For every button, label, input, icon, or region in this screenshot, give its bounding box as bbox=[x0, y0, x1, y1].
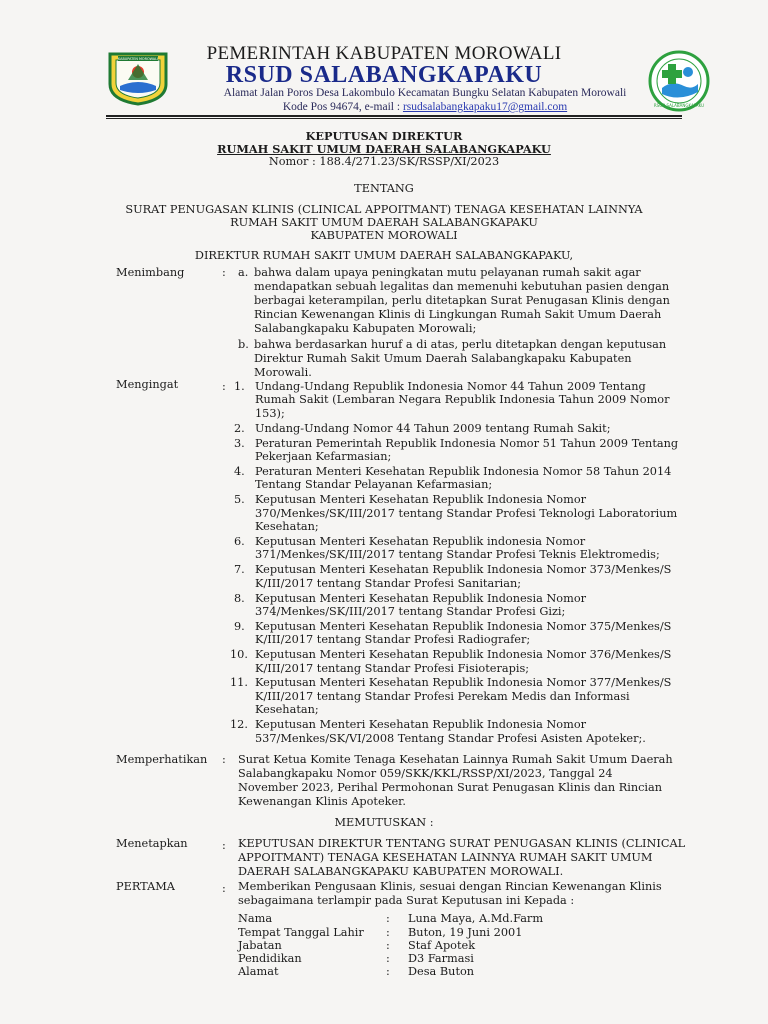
menetapkan-colon: : bbox=[222, 839, 226, 852]
header-government-name: PEMERINTAH KABUPATEN MOROWALI bbox=[206, 43, 562, 64]
field-label: Jabatan bbox=[238, 939, 282, 952]
memperhatikan-line: Kewenangan Klinis Apoteker. bbox=[238, 795, 406, 808]
field-colon: : bbox=[386, 926, 390, 939]
field-value: Staf Apotek bbox=[408, 939, 476, 952]
field-value: D3 Farmasi bbox=[408, 952, 474, 965]
mengingat-item-line: K/III/2017 tentang Standar Profesi Sanitarian; bbox=[255, 576, 522, 590]
menimbang-a-line: Rincian Kewenangan Klinis di Lingkungan Rumah Sakit Umum Daerah bbox=[254, 308, 662, 321]
field-label: Tempat Tanggal Lahir bbox=[238, 926, 364, 939]
mengingat-item-line: Peraturan Pemerintah Republik Indonesia Nomor 51 Tahun 2009 Tentang bbox=[255, 436, 679, 450]
tentang-heading: TENTANG bbox=[354, 182, 414, 195]
mengingat-item-line: Keputusan Menteri Kesehatan Republik Indonesia Nomor 375/Menkes/S bbox=[255, 619, 672, 633]
mengingat-item-line: Kesehatan; bbox=[255, 703, 319, 717]
logo-right-text: RSUD SALABANGKAPAKU bbox=[653, 103, 705, 108]
menimbang-b-marker: b. bbox=[238, 338, 249, 351]
mengingat-item-number: 11. bbox=[230, 676, 248, 690]
menetapkan-line: DAERAH SALABANGKAPAKU KABUPATEN MOROWALI. bbox=[238, 865, 564, 878]
mengingat-item-line: 370/Menkes/SK/III/2017 tentang Standar Profesi Teknologi Laboratorium bbox=[255, 506, 678, 520]
mengingat-item-line: K/III/2017 tentang Standar Profesi Fisioterapis; bbox=[255, 661, 530, 675]
mengingat-colon: : bbox=[222, 380, 226, 393]
mengingat-item-number: 6. bbox=[234, 534, 245, 548]
menimbang-a-line: Salabangkapaku Kabupaten Morowali; bbox=[254, 322, 477, 335]
mengingat-item-number: 12. bbox=[230, 718, 248, 732]
mengingat-item-line: Tentang Standar Pelayanan Kefarmasian; bbox=[255, 478, 493, 492]
field-label: Alamat bbox=[238, 965, 279, 978]
rsud-salabangkapaku-logo bbox=[648, 50, 710, 112]
menimbang-b-line: bahwa berdasarkan huruf a di atas, perlu ditetapkan dengan keputusan bbox=[254, 338, 667, 351]
director-heading: DIREKTUR RUMAH SAKIT UMUM DAERAH SALABANGKAPAKU, bbox=[194, 249, 574, 262]
mengingat-label: Mengingat bbox=[116, 378, 179, 391]
menimbang-b-line: Direktur Rumah Sakit Umum Daerah Salabangkapaku Kabupaten bbox=[254, 352, 632, 365]
mengingat-item-line: Keputusan Menteri Kesehatan Republik Indonesia Nomor 373/Menkes/S bbox=[255, 563, 672, 577]
mengingat-item-line: Keputusan Menteri Kesehatan Republik Indonesia Nomor bbox=[255, 718, 587, 732]
pertama-line: sebagaimana terlampir pada Surat Keputusan ini Kepada : bbox=[238, 894, 575, 907]
mengingat-item-line: 153); bbox=[255, 406, 285, 420]
header-divider bbox=[106, 115, 682, 117]
mengingat-item-line: Keputusan Menteri Kesehatan Republik Indonesia Nomor 377/Menkes/S bbox=[255, 676, 672, 690]
mengingat-item-line: Keputusan Menteri Kesehatan Republik Indonesia Nomor bbox=[255, 493, 587, 507]
memperhatikan-label: Memperhatikan bbox=[116, 753, 208, 766]
mengingat-item-line: K/III/2017 tentang Standar Profesi Radiografer; bbox=[255, 633, 531, 647]
mengingat-item-line: Keputusan Menteri Kesehatan Republik Indonesia Nomor bbox=[255, 591, 587, 605]
mengingat-item-line: Undang-Undang Republik Indonesia Nomor 44 Tahun 2009 Tentang bbox=[255, 380, 646, 393]
memperhatikan-line: Surat Ketua Komite Tenaga Kesehatan Lainnya Rumah Sakit Umum Daerah bbox=[238, 753, 673, 766]
header-divider-thin bbox=[106, 118, 682, 119]
email-link[interactable]: rsudsalabangkapaku17@gmail.com bbox=[402, 101, 568, 113]
mengingat-item-number: 4. bbox=[234, 464, 245, 478]
mengingat-item-line: 374/Menkes/SK/III/2017 tentang Standar Profesi Gizi; bbox=[255, 604, 566, 618]
decree-subject-line-2: RUMAH SAKIT UMUM DAERAH SALABANGKAPAKU bbox=[230, 216, 538, 229]
mengingat-item-line: Undang-Undang Nomor 44 Tahun 2009 tentang Rumah Sakit; bbox=[255, 421, 611, 435]
mengingat-item-number: 5. bbox=[234, 493, 245, 507]
address-line: Alamat Jalan Poros Desa Lakombulo Kecamatan Bungku Selatan Kabupaten Morowali bbox=[223, 87, 627, 99]
field-value: Desa Buton bbox=[408, 965, 475, 978]
mengingat-item-line: 371/Menkes/SK/III/2017 tentang Standar Profesi Teknis Elektromedis; bbox=[255, 548, 660, 562]
field-value: Luna Maya, A.Md.Farm bbox=[408, 912, 544, 925]
pertama-line: Memberikan Pengusaan Klinis, sesuai dengan Rincian Kewenangan Klinis bbox=[238, 880, 662, 893]
decree-number: Nomor : 188.4/271.23/SK/RSSP/XI/2023 bbox=[268, 155, 500, 168]
menimbang-colon: : bbox=[222, 266, 226, 279]
mengingat-item-number: 10. bbox=[230, 648, 248, 662]
mengingat-item-number: 7. bbox=[234, 563, 245, 577]
mengingat-item-line: Kesehatan; bbox=[255, 520, 319, 533]
memperhatikan-colon: : bbox=[222, 753, 226, 766]
mengingat-item-number: 3. bbox=[234, 436, 245, 450]
mengingat-item-line: K/III/2017 tentang Standar Profesi Perekam Medis dan Informasi bbox=[255, 689, 630, 703]
memperhatikan-line: November 2023, Perihal Permohonan Surat Penugasan Klinis dan Rincian bbox=[238, 781, 663, 794]
field-colon: : bbox=[386, 952, 390, 965]
mengingat-item-line: 537/Menkes/SK/VI/2008 Tentang Standar Profesi Asisten Apoteker;. bbox=[255, 731, 646, 745]
decree-hospital bbox=[0, 142, 768, 156]
decree-subject-line-1: SURAT PENUGASAN KLINIS (CLINICAL APPOITMANT) TENAGA KESEHATAN LAINNYA bbox=[125, 203, 643, 216]
header-address bbox=[190, 86, 660, 114]
decree-title: KEPUTUSAN DIREKTUR bbox=[305, 129, 463, 143]
pertama-label: PERTAMA bbox=[116, 880, 175, 893]
menimbang-a-line: bahwa dalam upaya peningkatan mutu pelayanan rumah sakit agar bbox=[254, 266, 641, 279]
field-value: Buton, 19 Juni 2001 bbox=[408, 926, 523, 939]
field-colon: : bbox=[386, 965, 390, 978]
logo-left-text: KABUPATEN MOROWALI bbox=[118, 57, 158, 61]
field-label: Nama bbox=[238, 912, 273, 925]
field-colon: : bbox=[386, 912, 390, 925]
menimbang-label: Menimbang bbox=[116, 266, 185, 279]
pertama-colon: : bbox=[222, 882, 226, 895]
mengingat-item-line: Rumah Sakit (Lembaran Negara Republik Indonesia Tahun 2009 Nomor bbox=[255, 393, 670, 407]
mengingat-item-number: 8. bbox=[234, 591, 245, 605]
menetapkan-line: APPOITMANT) TENAGA KESEHATAN LAINNYA RUMAH SAKIT UMUM bbox=[238, 851, 653, 864]
mengingat-item-line: Keputusan Menteri Kesehatan Republik Indonesia Nomor 376/Menkes/S bbox=[255, 648, 672, 662]
decree-subject-line-3: KABUPATEN MOROWALI bbox=[310, 229, 458, 242]
memutuskan-heading: MEMUTUSKAN : bbox=[334, 816, 434, 829]
mengingat-item-line: Peraturan Menteri Kesehatan Republik Indonesia Nomor 58 Tahun 2014 bbox=[255, 464, 672, 478]
field-label: Pendidikan bbox=[238, 952, 302, 965]
postal-code: Kode Pos 94674, e-mail : bbox=[282, 101, 403, 113]
mengingat-item-line: Pekerjaan Kefarmasian; bbox=[255, 450, 392, 463]
mengingat-item-number: 2. bbox=[234, 421, 245, 435]
mengingat-item-number: 9. bbox=[234, 619, 245, 633]
mengingat-item-line: Keputusan Menteri Kesehatan Republik indonesia Nomor bbox=[255, 534, 586, 548]
postal-email-line bbox=[190, 100, 660, 114]
mengingat-item-number: 1. bbox=[234, 380, 245, 393]
field-colon: : bbox=[386, 939, 390, 952]
menimbang-a-line: mendapatkan sebuah legalitas dan memenuhi kebutuhan pasien dengan bbox=[254, 280, 670, 293]
menimbang-b-line: Morowali. bbox=[254, 366, 312, 379]
menetapkan-label: Menetapkan bbox=[116, 837, 188, 850]
menimbang-a-line: berbagai keterampilan, perlu ditetapkan Surat Penugasan Klinis dengan bbox=[254, 294, 670, 307]
menetapkan-line: KEPUTUSAN DIREKTUR TENTANG SURAT PENUGASAN KLINIS (CLINICAL bbox=[238, 837, 686, 850]
decree-hospital-text: RUMAH SAKIT UMUM DAERAH SALABANGKAPAKU bbox=[217, 142, 551, 156]
memperhatikan-line: Salabangkapaku Nomor 059/SKK/KKL/RSSP/XI/2023, Tanggal 24 bbox=[238, 767, 613, 780]
header-hospital-name: RSUD SALABANGKAPAKU bbox=[225, 62, 543, 88]
menimbang-a-marker: a. bbox=[238, 266, 249, 279]
